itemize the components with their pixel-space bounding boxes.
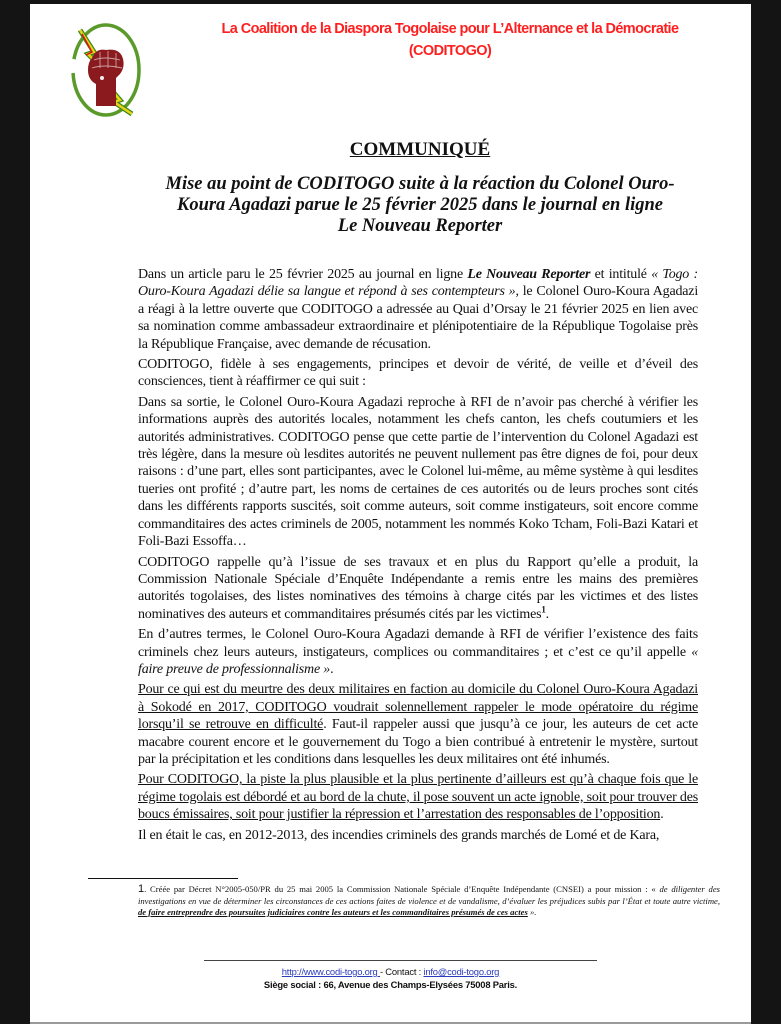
page-footer (30, 965, 751, 991)
footnote (138, 884, 720, 919)
organization-title (152, 18, 748, 62)
document-body (138, 266, 698, 847)
underlined-text: Pour ce qui est du meurtre des deux militaires en faction au domicile du Colonel Ouro-Koura Agadazi à Sokodé en 2017, CODITOGO voudrait solennellement rappeler le mode opératoire du régime lorsqu’il se retrouve en difficulté (138, 682, 698, 733)
subtitle-line: Le Nouveau Reporter (337, 216, 503, 236)
contact-label: - Contact : (379, 966, 424, 977)
footnote-number: 1 (138, 883, 145, 895)
emphasized-text: de faire entreprendre des poursuites judiciaires contre les auteurs et les commanditaires présumés de ces actes (138, 907, 528, 917)
paragraph: Dans sa sortie, le Colonel Ouro-Koura Agadazi reproche à RFI de n’avoir pas cherché à vérifier les informations auprès des autorités locales, notamment les chefs canton, les chefs coutumiers et les autorités administratives. CODITOGO pense que cette partie de l’intervention du Colonel Agadazi est très légère, dans la mesure où lesdites autorités ne peuvent nullement pas être dignes de foi, pour deux raisons : d’une part, elles sont participantes, avec le Colonel lui-même, au même système à qui lesdites tueries ont profité ; d’autre part, les noms de certaines de ces autorités ou de leurs proches sont cités dans les différents rapports suscités, soit comme auteurs, soit comme instigateurs, soit encore comme commanditaires des actes criminels de 2005, notamment les nommés Koko Tcham, Foli-Bazi Katari et Foli-Bazi Essoffa… (138, 394, 698, 550)
text-run: de diligenter des investigations en vue de déterminer les circonstances de ces actions faites de violence et de vandalisme, d’évaluer les préjudices subis par l’État et toute autre victime, (138, 884, 720, 906)
text-run: . (330, 661, 334, 677)
text-run: CODITOGO rappelle qu’à l’issue de ses travaux et en plus du Rapport qu’elle a produit, la Commission Nationale Spéciale d’Enquête Indépendante a remis entre les mains des premières autorités togolaises, des listes nominatives des témoins à charge cités par les victimes et des listes nominatives des auteurs et commanditaires présumés cités par les victimes (138, 554, 698, 622)
paragraph: CODITOGO, fidèle à ses engagements, principes et devoir de vérité, de veille et d’éveil des consciences, tient à réaffirmer ce qui suit : (138, 357, 698, 390)
text-run: ». (527, 907, 537, 917)
newspaper-name: Le Nouveau Reporter (467, 267, 591, 282)
paragraph (138, 554, 698, 624)
text-run: . (545, 606, 549, 622)
text-run: Dans un article paru le 25 février 2025 au journal en ligne (138, 267, 468, 282)
footer-separator (204, 960, 597, 961)
text-run: . Faut-il rappeler aussi que jusqu’à ce jour, les auteurs de cet acte macabre courent encore et le gouvernement du Togo a bien contribué à entretenir le mystère, surtout par la précipitation et les conditions dans lesquelles les deux militaires ont été inhumés. (138, 717, 698, 767)
organization-acronym: (CODITOGO) (408, 43, 492, 59)
document-page (30, 4, 751, 1024)
underlined-text: Pour CODITOGO, la piste la plus plausible et la plus pertinente d’ailleurs est qu’à chaque fois que le régime togolais est débordé et au bord de la chute, il pose souvent un acte ignoble, soit pour trouver des boucs émissaires, soit pour justifier la répression et l’arrestation des responsables de l’opposition (138, 772, 698, 823)
text-run: . (660, 807, 664, 823)
text-run: , le Colonel Ouro-Koura Agadazi a réagi à la lettre ouverte que CODITOGO a adressée au Quai d’Orsay le 21 février 2025 en lien avec sa nomination comme ambassadeur extraordinaire et plénipotentiaire de la République Togolaise près la République Française, avec demande de récusation. (138, 284, 699, 352)
contact-line (30, 965, 751, 978)
paragraph (138, 266, 698, 353)
text-run: et intitulé (590, 267, 652, 282)
website-link[interactable]: http://www.codi-togo.org (281, 966, 380, 977)
paragraph: Il en était le cas, en 2012-2013, des incendies criminels des grands marchés de Lomé et de Kara, (138, 827, 660, 843)
paragraph (138, 626, 698, 678)
article-title-quote: « Togo : Ouro-Koura Agadazi délie sa langue et répond à ses contempteurs » (138, 267, 698, 300)
organization-name: La Coalition de la Diaspora Togolaise pour L’Alternance et la Démocratie (221, 21, 679, 37)
footnote-separator (88, 878, 238, 879)
raised-fist-logo-icon (70, 22, 142, 118)
text-run: . Créée par Décret N°2005-050/PR du 25 mai 2005 la Commission Nationale Spéciale d’Enquête Indépendante (CNSEI) a pour mission : « (144, 884, 660, 894)
paragraph (138, 771, 698, 823)
email-link[interactable]: info@codi-togo.org (423, 966, 500, 977)
subtitle-line: Koura Agadazi parue le 25 février 2025 dans le journal en ligne (176, 195, 663, 215)
address: Siège social : 66, Avenue des Champs-Elysées 75008 Paris. (263, 979, 518, 990)
paragraph (138, 681, 698, 768)
text-run: En d’autres termes, le Colonel Ouro-Koura Agadazi demande à RFI de vérifier l’existence des faits criminels chez leurs auteurs, instigateurs, complices ou commanditaires ; et c’est ce qu’il appelle (138, 627, 698, 660)
quote: « faire preuve de professionnalisme » (138, 644, 698, 677)
document-subtitle (120, 174, 720, 237)
document-heading: COMMUNIQUÉ (349, 139, 491, 160)
footnote-reference[interactable]: 1 (541, 604, 546, 615)
subtitle-line: Mise au point de CODITOGO suite à la réaction du Colonel Ouro- (165, 174, 675, 194)
